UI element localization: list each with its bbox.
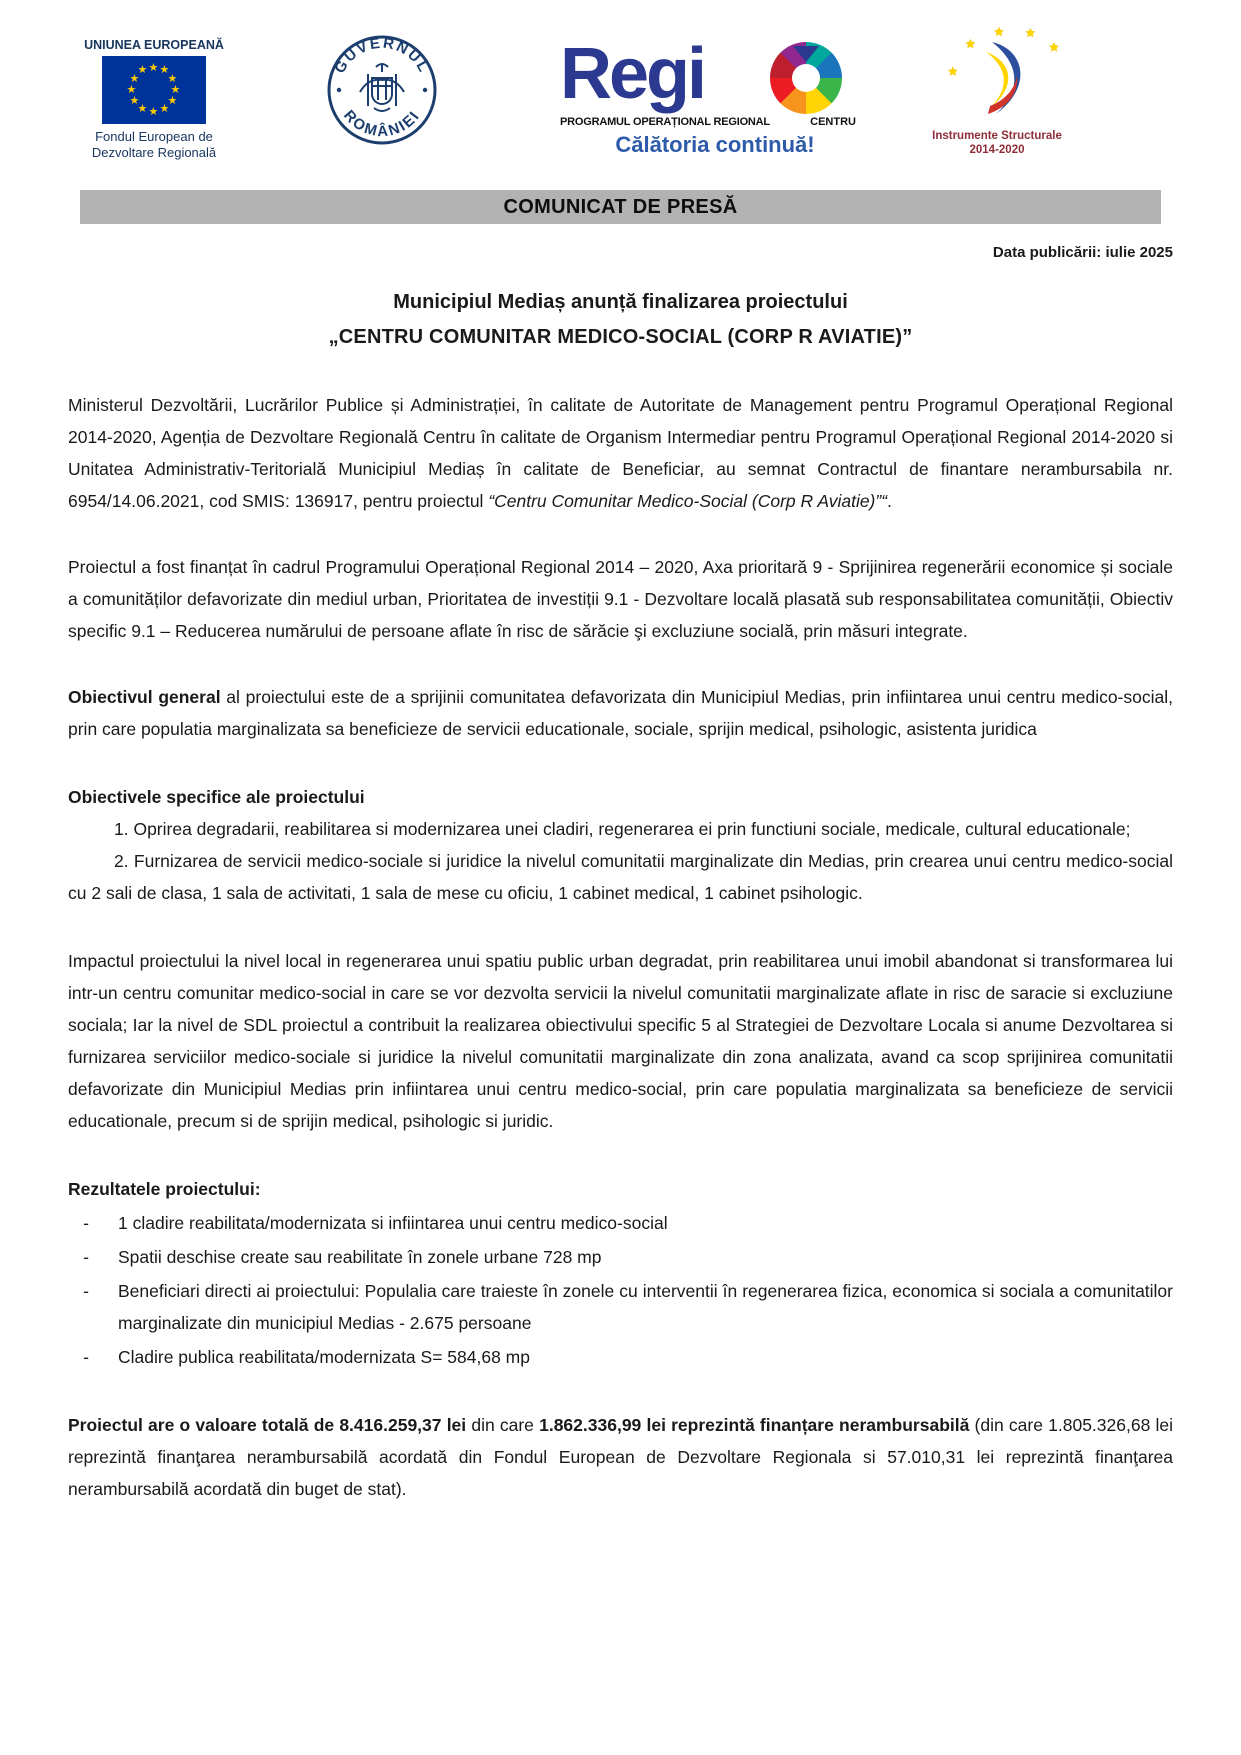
gov-seal-text-bottom: ROMÂNIEI bbox=[340, 106, 424, 141]
structural-instruments-logo bbox=[912, 26, 1082, 157]
banner-title: COMUNICAT DE PRESĂ bbox=[503, 195, 738, 218]
document-content bbox=[0, 244, 1241, 1505]
eu-star-icon: ★ bbox=[137, 64, 148, 77]
eu-star-icon: ★ bbox=[129, 94, 140, 107]
result-item: - Spatii deschise create sau reabilitate în zonele urbane 728 mp bbox=[83, 1247, 602, 1267]
regio-logo bbox=[560, 34, 870, 158]
objective-item-2: 2. Furnizarea de servicii medico-sociale si juridice la nivelul comunitatii marginalizate din Medias, prin crearea unui centru medico-social cu 2 sali de clasa, 1 sala de activitati, 1 sala de mese cu oficiu, 1 cabinet medical, 1 cabinet psihologic. bbox=[68, 851, 1173, 903]
eu-logo bbox=[84, 38, 224, 161]
heading-specific-objectives: Obiectivele specifice ale proiectului bbox=[68, 787, 365, 807]
paragraph-total-value: Proiectul are o valoare totală de 8.416.259,37 lei din care 1.862.336,99 lei reprezintă finanțare nerambursabilă (din care 1.805.326,68 lei reprezintă finanţarea nerambursabilă acordată din Fondul European de Dezvoltare Regionala si 57.010,31 lei reprezintă finanţarea nerambursabilă acordată din buget de stat). bbox=[68, 1415, 1174, 1499]
eu-star-icon: ★ bbox=[159, 102, 170, 115]
result-item: - 1 cladire reabilitata/modernizata si infiintarea unui centru medico-social bbox=[83, 1213, 668, 1233]
eu-star-icon: ★ bbox=[148, 61, 159, 74]
eu-star-icon: ★ bbox=[137, 102, 148, 115]
structural-instruments-caption: Instrumente Structurale 2014-2020 bbox=[932, 130, 1062, 156]
paragraph-axis: Proiectul a fost finanțat în cadrul Programului Operațional Regional 2014 – 2020, Axa prioritară 9 - Sprijinirea regenerării economice și sociale a comunităților defavorizate din mediul urban, Prioritatea de investiții 9.1 - Dezvoltare locală plasată sub responsabilitatea comunității, Obiectiv specific 9.1 – Reducerea numărului de persoane aflate în risc de sărăcie şi excluziune socială, prin măsuri integrate. bbox=[68, 557, 1173, 641]
result-item: - Beneficiari directi ai proiectului: Populalia care traieste în zonele cu interventii în regenerarea fizica, economica si sociala a comunitatilor marginalizate din municipiul Medias - 2.675 persoane bbox=[83, 1281, 1173, 1333]
regio-tagline: Călătoria continuă! bbox=[615, 132, 815, 157]
gov-seal-text-top: GUVERNUL bbox=[331, 34, 433, 77]
eu-flag-icon bbox=[102, 56, 206, 124]
publish-date: Data publicării: iulie 2025 bbox=[992, 244, 1173, 261]
logo-header bbox=[0, 0, 1241, 178]
project-title: „CENTRU COMUNITAR MEDICO-SOCIAL (CORP R AVIATIE)” bbox=[328, 326, 913, 348]
paragraph-general-objective: Obiectivul general al proiectului este de a sprijinii comunitatea defavorizata din Municipiul Medias, prin infiintarea unui centru medico-social, prin care populatia marginalizata sa beneficieze de servicii educationale, sociale, sprijin medical, psihologic, asistenta juridica bbox=[68, 687, 1173, 739]
eu-logo-title: UNIUNEA EUROPEANĂ bbox=[84, 38, 224, 52]
heading-results: Rezultatele proiectului: bbox=[68, 1179, 261, 1199]
regio-program-label: PROGRAMUL OPERAȚIONAL REGIONAL bbox=[560, 116, 770, 128]
eu-star-icon: ★ bbox=[148, 105, 159, 118]
regio-region-label: CENTRU bbox=[810, 116, 856, 128]
page-title: Municipiul Mediaș anunță finalizarea proiectului bbox=[393, 291, 848, 313]
eu-star-icon: ★ bbox=[159, 64, 170, 77]
press-release-banner bbox=[80, 190, 1161, 224]
government-seal-icon bbox=[326, 34, 438, 151]
eu-star-icon: ★ bbox=[167, 72, 178, 85]
regio-wheel-o-icon bbox=[770, 42, 842, 114]
eu-star-icon: ★ bbox=[167, 94, 178, 107]
regio-notch-icon bbox=[793, 46, 819, 62]
objective-item-1: 1. Oprirea degradarii, reabilitarea si modernizarea unei cladiri, regenerarea ei prin functiuni sociale, medicale, cultural educationale; bbox=[114, 819, 1131, 839]
eu-star-icon: ★ bbox=[170, 83, 181, 96]
paragraph-contract: Ministerul Dezvoltării, Lucrărilor Publice și Administrației, în calitate de Autoritate de Management pentru Programul Operațional Regional 2014-2020, Agenția de Dezvoltare Regională Centru în calitate de Organism Intermediar pentru Programul Operațional Regional 2014-2020 si Unitatea Administrativ-Teritorială Municipiul Mediaș în calitate de Beneficiar, au semnat Contractul de finantare nerambursabila nr. 6954/14.06.2021, cod SMIS: 136917, pentru proiectul “Centru Comunitar Medico-Social (Corp R Aviatie)”“. bbox=[68, 395, 1173, 511]
structural-instruments-swoosh-icon bbox=[922, 26, 1072, 122]
eu-star-icon: ★ bbox=[126, 83, 137, 96]
paragraph-impact: Impactul proiectului la nivel local in regenerarea unui spatiu public urban degradat, prin reabilitarea unui imobil abandonat si transformarea lui intr-un centru comunitar medico-social in care se vor dezvolta servicii la nivelul comunitatii marginalizate aflate in risc de saracie si excluziune sociala; Iar la nivel de SDL proiectul a contribuit la realizarea obiectivului specific 5 al Strategiei de Dezvoltare Locala si anume Dezvoltarea si furnizarea serviciilor medico-sociale si juridice la nivelul comunitatii marginalizate din zona analizata, avand ca scop sprijinirea comunitatii defavorizate din Municipiul Medias prin infiintarea unui centru medico-social, prin care populatia marginalizata sa beneficieze de servicii educationale, precum si de sprijin medical, psihologic si juridic. bbox=[68, 951, 1173, 1131]
regio-brand-text: Regi bbox=[560, 34, 705, 114]
eu-logo-caption: Fondul European de Dezvoltare Regională bbox=[91, 129, 217, 160]
coat-of-arms-icon bbox=[360, 64, 404, 111]
eu-star-icon: ★ bbox=[129, 72, 140, 85]
results-list bbox=[68, 1207, 1173, 1373]
result-item: - Cladire publica reabilitata/modernizata S= 584,68 mp bbox=[83, 1347, 530, 1367]
